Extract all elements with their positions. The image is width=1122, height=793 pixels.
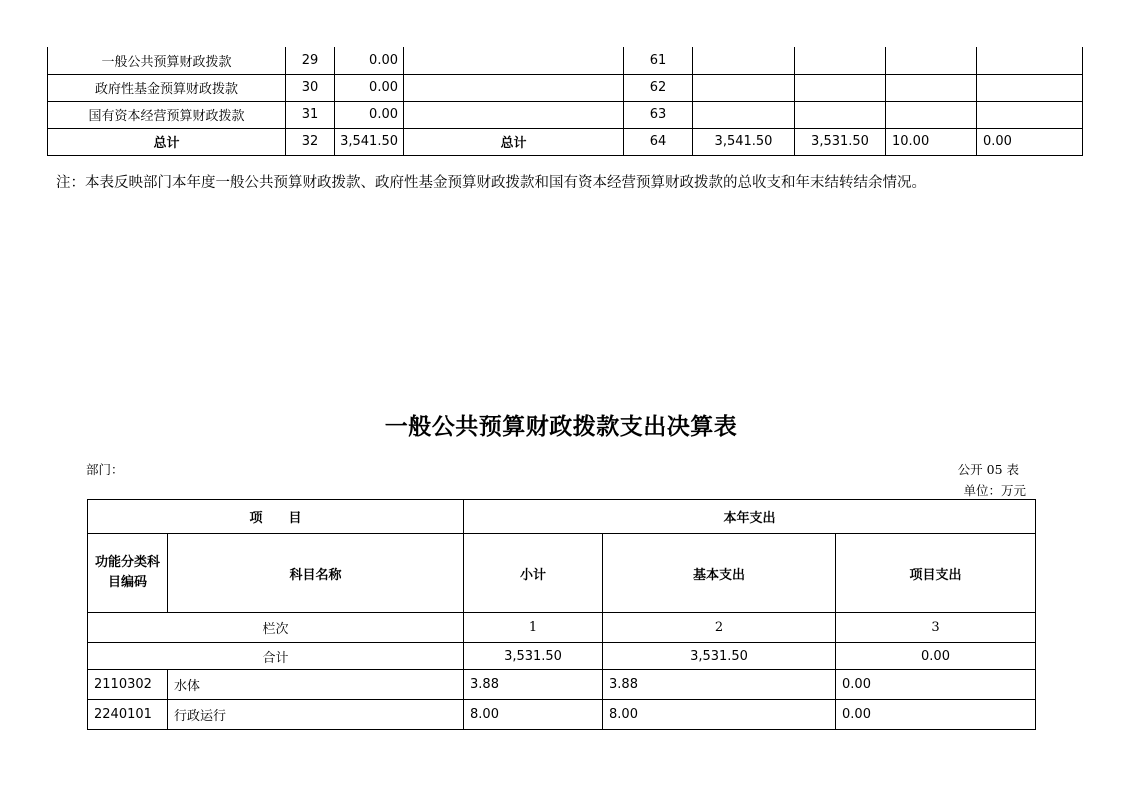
column-number-row xyxy=(88,613,1036,643)
row-name: 水体 xyxy=(168,670,464,700)
empty-cell xyxy=(693,101,795,128)
empty-cell xyxy=(977,101,1083,128)
row-subtotal: 3.88 xyxy=(464,670,603,700)
row-name: 行政运行 xyxy=(168,700,464,730)
name-header: 科目名称 xyxy=(168,534,464,613)
row-project: 0.00 xyxy=(836,670,1036,700)
table-row xyxy=(48,101,1083,128)
row-number: 30 xyxy=(286,74,335,101)
column-number-2: 2 xyxy=(603,613,836,643)
empty-cell xyxy=(977,74,1083,101)
empty-cell xyxy=(886,101,977,128)
right-total-number: 64 xyxy=(624,128,693,155)
empty-cell xyxy=(977,47,1083,74)
empty-cell xyxy=(795,74,886,101)
table-row xyxy=(88,670,1036,700)
total-row xyxy=(48,128,1083,155)
page-title: 一般公共预算财政拨款支出决算表 xyxy=(384,413,738,440)
total-value-2: 3,531.50 xyxy=(795,128,886,155)
row-code: 2240101 xyxy=(88,700,168,730)
sum-project: 0.00 xyxy=(836,643,1036,670)
department-label: 部门： xyxy=(86,462,124,477)
subtotal-header: 小计 xyxy=(464,534,603,613)
sum-subtotal: 3,531.50 xyxy=(464,643,603,670)
total-number: 32 xyxy=(286,128,335,155)
column-number-label: 栏次 xyxy=(88,613,464,643)
row-basic: 8.00 xyxy=(603,700,836,730)
total-label: 总计 xyxy=(48,128,286,155)
row-basic: 3.88 xyxy=(603,670,836,700)
code-header: 功能分类科目编码 xyxy=(88,534,168,613)
column-number-3: 3 xyxy=(836,613,1036,643)
row-label: 一般公共预算财政拨款 xyxy=(48,47,286,74)
sum-basic: 3,531.50 xyxy=(603,643,836,670)
row-code: 2110302 xyxy=(88,670,168,700)
total-amount: 3,541.50 xyxy=(335,128,404,155)
expenditure-table xyxy=(87,499,1036,730)
empty-cell xyxy=(404,74,624,101)
row-amount: 0.00 xyxy=(335,47,404,74)
row-amount: 0.00 xyxy=(335,101,404,128)
project-header: 项目支出 xyxy=(836,534,1036,613)
right-row-number: 62 xyxy=(624,74,693,101)
row-project: 0.00 xyxy=(836,700,1036,730)
empty-cell xyxy=(404,101,624,128)
right-total-label: 总计 xyxy=(404,128,624,155)
row-label: 国有资本经营预算财政拨款 xyxy=(48,101,286,128)
table-row xyxy=(48,47,1083,74)
sum-label: 合计 xyxy=(88,643,464,670)
right-row-number: 61 xyxy=(624,47,693,74)
income-expense-summary-table xyxy=(47,47,1083,156)
empty-cell xyxy=(404,47,624,74)
row-number: 29 xyxy=(286,47,335,74)
basic-header: 基本支出 xyxy=(603,534,836,613)
table-row xyxy=(88,700,1036,730)
sum-row xyxy=(88,643,1036,670)
total-value-4: 0.00 xyxy=(977,128,1083,155)
row-amount: 0.00 xyxy=(335,74,404,101)
empty-cell xyxy=(886,74,977,101)
empty-cell xyxy=(795,47,886,74)
empty-cell xyxy=(693,74,795,101)
total-value-3: 10.00 xyxy=(886,128,977,155)
row-subtotal: 8.00 xyxy=(464,700,603,730)
header-row xyxy=(88,534,1036,613)
empty-cell xyxy=(693,47,795,74)
form-number: 公开 05 表 xyxy=(957,462,1019,477)
header-row xyxy=(88,500,1036,534)
row-number: 31 xyxy=(286,101,335,128)
current-year-header: 本年支出 xyxy=(464,500,1036,534)
total-value-1: 3,541.50 xyxy=(693,128,795,155)
table-note: 注：本表反映部门本年度一般公共预算财政拨款、政府性基金预算财政拨款和国有资本经营预算财政拨款的总收支和年末结转结余情况。 xyxy=(56,175,926,191)
unit-label: 单位：万元 xyxy=(963,483,1026,498)
right-row-number: 63 xyxy=(624,101,693,128)
column-number-1: 1 xyxy=(464,613,603,643)
table-row xyxy=(48,74,1083,101)
empty-cell xyxy=(886,47,977,74)
row-label: 政府性基金预算财政拨款 xyxy=(48,74,286,101)
item-header: 项 目 xyxy=(88,500,464,534)
empty-cell xyxy=(795,101,886,128)
